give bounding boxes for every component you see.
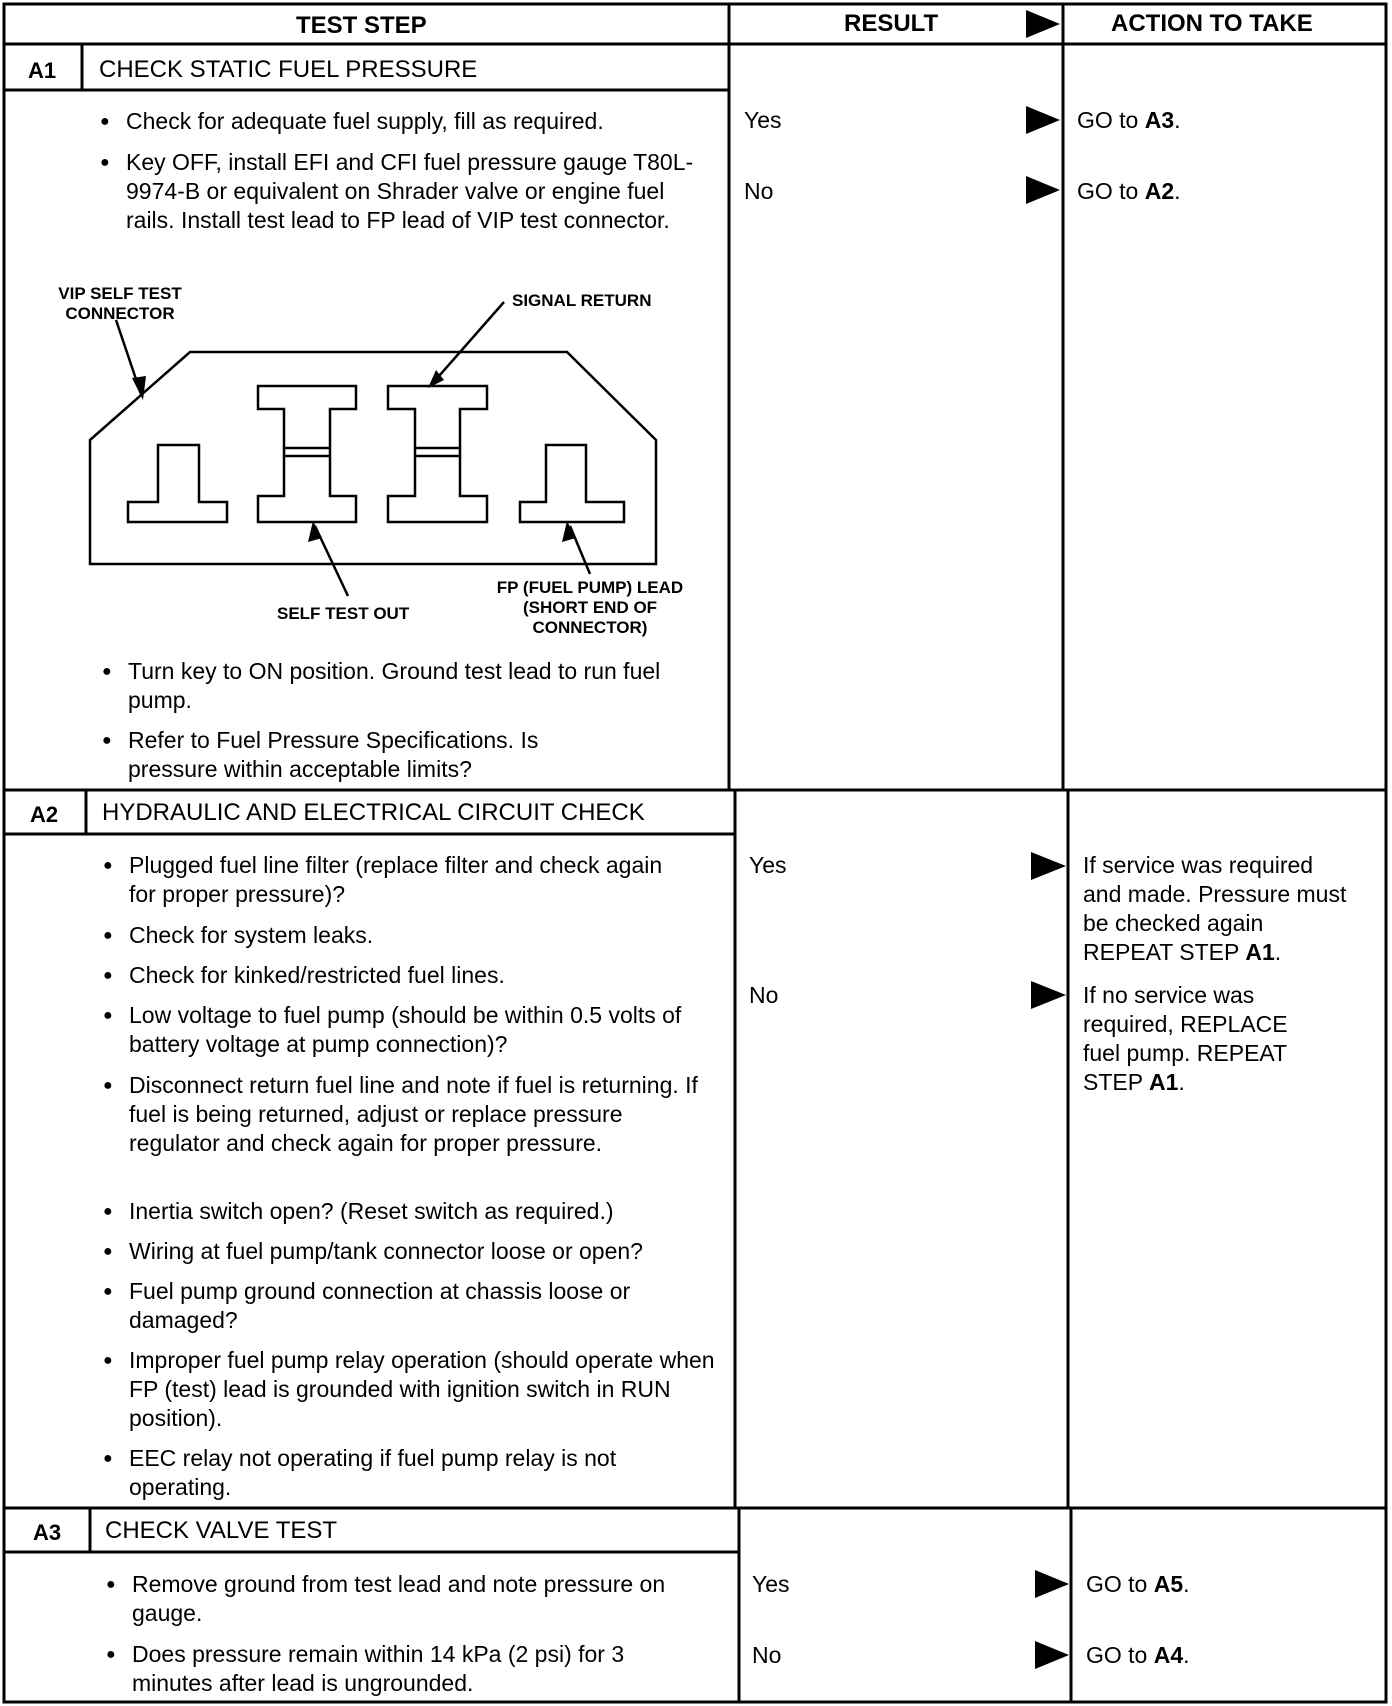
pin-left [128,445,227,522]
a2-bullet-8: ● Fuel pump ground connection at chassis loose or damaged? [129,1277,709,1335]
step-title-a2: HYDRAULIC AND ELECTRICAL CIRCUIT CHECK [102,799,645,826]
a2-action-no: If no service was required, REPLACE fuel pump. REPEAT STEP A1. [1083,982,1288,1095]
arrow-a1-no-icon [1026,176,1060,204]
pin-signal-return [388,386,487,522]
arrow-a3-no-icon [1035,1641,1069,1669]
pin-fp [520,445,624,522]
a3-action-yes: GO to A5. [1086,1571,1190,1597]
header-test-step: TEST STEP [296,12,427,39]
arrow-a2-yes-icon [1031,852,1066,880]
a3-result-no: No [752,1642,782,1668]
step-id-a2: A2 [30,802,59,827]
a2-bullet-7: ● Wiring at fuel pump/tank connector loose or open? [129,1237,769,1266]
arrow-a3-yes-icon [1035,1570,1069,1598]
step-id-a1: A1 [28,58,57,83]
header-arrow-icon [1026,10,1060,38]
label-signal-return: SIGNAL RETURN [512,291,652,310]
a1-result-yes: Yes [744,107,782,133]
a2-bullet-10: ● EEC relay not operating if fuel pump relay is not operating. [129,1444,699,1502]
a1-bullet-1: ● Check for adequate fuel supply, fill as required. [126,107,766,136]
header-result: RESULT [844,10,939,37]
a2-bullet-5: ● Disconnect return fuel line and note if fuel is returning. If fuel is being returned, adjust or replace pressure regulator and check again for proper pressure. [129,1071,719,1158]
header-action: ACTION TO TAKE [1111,10,1313,37]
a2-bullet-4: ● Low voltage to fuel pump (should be within 0.5 volts of battery voltage at pump connection)? [129,1001,729,1059]
step-id-a3: A3 [33,1520,62,1545]
step-title-a1: CHECK STATIC FUEL PRESSURE [99,56,478,83]
a3-action-no: GO to A4. [1086,1642,1190,1668]
a2-bullet-6: ● Inertia switch open? (Reset switch as required.) [129,1197,769,1226]
step-title-a3: CHECK VALVE TEST [105,1517,338,1544]
a2-action-yes: If service was required and made. Pressure must be checked again REPEAT STEP A1. [1083,852,1347,965]
arrow-a1-yes-icon [1026,106,1060,134]
a2-bullet-2: ● Check for system leaks. [129,921,769,950]
a1-action-yes: GO to A3. [1077,107,1181,133]
pin-self-test-out [258,386,356,522]
a1-bullet-3: ● Turn key to ON position. Ground test lead to run fuel pump. [128,657,688,715]
a3-bullet-1: ● Remove ground from test lead and note pressure on gauge. [132,1570,692,1628]
label-self-test-out: SELF TEST OUT [277,604,410,623]
a3-bullet-2: ● Does pressure remain within 14 kPa (2 psi) for 3 minutes after lead is ungrounded. [132,1640,702,1698]
a1-result-no: No [744,178,774,204]
a1-bullet-4: ● Refer to Fuel Pressure Specifications. Is pressure within acceptable limits? [128,726,568,784]
label-vip-connector: VIP SELF TEST CONNECTOR [58,284,182,323]
a2-result-no: No [749,982,779,1008]
arrow-a2-no-icon [1031,981,1066,1009]
arrowhead-fp-icon [562,521,576,542]
a3-result-yes: Yes [752,1571,790,1597]
a2-result-yes: Yes [749,852,787,878]
a2-bullet-3: ● Check for kinked/restricted fuel lines. [129,961,769,990]
a1-bullet-2: ● Key OFF, install EFI and CFI fuel pressure gauge T80L-9974-B or equivalent on Shrader valve or engine fuel rails. Install test lead to FP lead of VIP test connector. [126,148,706,235]
a1-action-no: GO to A2. [1077,178,1181,204]
a2-bullet-1: ● Plugged fuel line filter (replace filter and check again for proper pressure)? [129,851,689,909]
a2-bullet-9: ● Improper fuel pump relay operation (should operate when FP (test) lead is grounded with ignition switch in RUN position). [129,1346,719,1433]
label-fp-lead: FP (FUEL PUMP) LEAD (SHORT END OF CONNECTOR) [496,578,684,637]
